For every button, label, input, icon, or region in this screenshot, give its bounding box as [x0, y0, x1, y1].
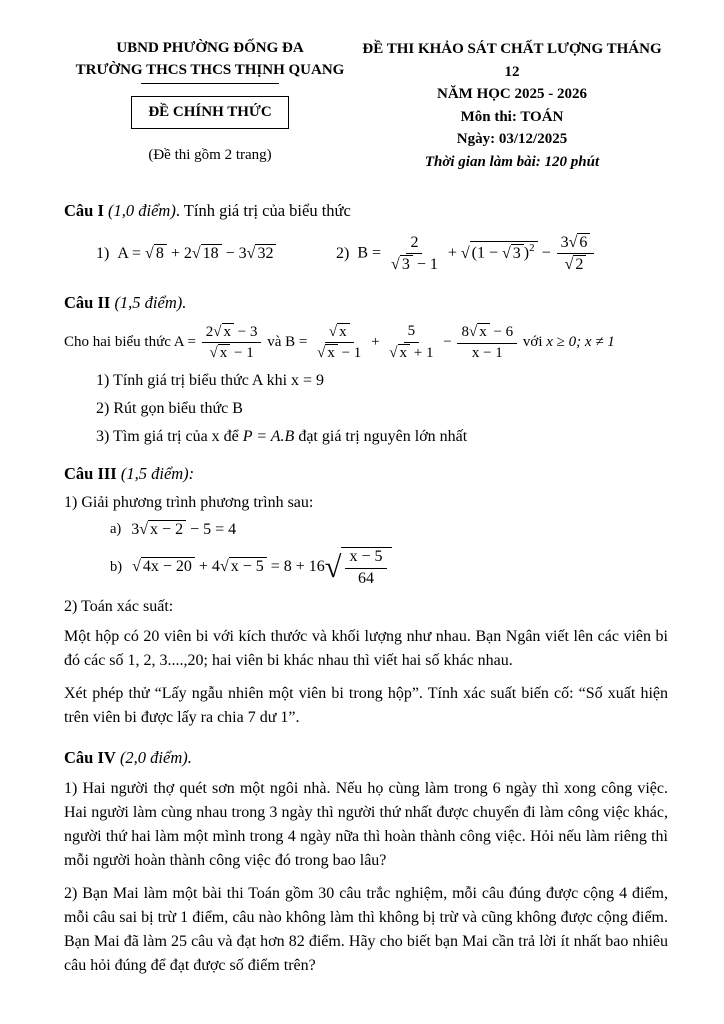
- question-1-items: [96, 233, 668, 275]
- q2-intro-pre: Cho hai biểu thức: [64, 333, 174, 350]
- subject-label: Môn thi:: [460, 108, 521, 125]
- q1-item-1-label: 1): [96, 244, 110, 262]
- q2-item-1: 1) Tính giá trị biểu thức A khi x = 9: [96, 372, 325, 390]
- school-name: TRƯỜNG THCS THCS THỊNH QUANG: [76, 60, 345, 84]
- question-4-number: Câu IV: [64, 748, 116, 768]
- org-name: UBND PHƯỜNG ĐỐNG ĐA: [116, 40, 304, 56]
- q2-item-3: [96, 428, 668, 446]
- formula-q1-b: B = 2 √ 3 − 1 + √ (1 − √ 3 )$^2$ − 3 √ 6 √ 2: [357, 233, 596, 275]
- exam-date: Ngày: 03/12/2025: [456, 131, 568, 147]
- q3-sub-1: 1) Giải phương trình phương trình sau:: [64, 494, 314, 512]
- formula-q2-b: B = √ x √ x − 1 + 5 √ x + 1 − 8 √ x − 6 x − 1: [285, 334, 519, 350]
- subject-line: [356, 106, 668, 129]
- q3-item-b: [110, 547, 668, 588]
- exam-title: ĐỀ THI KHẢO SÁT CHẤT LƯỢNG THÁNG 12: [362, 41, 662, 80]
- q1-item-1: [96, 244, 336, 263]
- question-3-heading: [64, 464, 668, 484]
- q4-paragraph-1: 1) Hai người thợ quét sơn một ngôi nhà. Nếu họ cùng làm trong 6 ngày thì xong công việc. Hai người làm cùng nhau trong 3 ngày thì người thứ nhất được chuyển đi làm công việc khác, người thứ hai làm một mình trong 4 ngày nữa thì hoàn thành công việc. Hỏi nếu làm riêng thì mỗi người hoàn thành công việc đó trong bao lâu?: [64, 780, 668, 870]
- q2-intro-mid: và: [263, 333, 286, 350]
- question-1-heading: [64, 201, 668, 221]
- header-right: [356, 38, 668, 173]
- q3-paragraph-1: Một hộp có 20 viên bi với kích thước và khối lượng như nhau. Bạn Ngân viết lên các viên bi đó các số 1, 2, 3....,20; hai viên bi khác nhau thì viết hai số khác nhau.: [64, 628, 668, 670]
- header-left: [64, 38, 356, 173]
- q3-paragraph-2: Xét phép thử “Lấy ngẫu nhiên một viên bi trong hộp”. Tính xác suất biến cố: “Số xuất hiện trên viên bi được lấy ra chia 7 dư 1”.: [64, 685, 668, 727]
- formula-q1-a: A = √ 8 + 2 √ 18 − 3 √ 32: [117, 244, 276, 263]
- q1-item-2: [336, 233, 596, 275]
- header: [64, 38, 668, 173]
- q2-item-3-pre: 3) Tìm giá trị của x để: [96, 428, 243, 446]
- question-3-points: (1,5 điểm):: [116, 464, 195, 484]
- question-2-heading: [64, 293, 668, 313]
- q3-item-a-label: a): [110, 521, 122, 538]
- question-3-number: Câu III: [64, 464, 117, 484]
- q3-item-b-label: b): [110, 559, 123, 576]
- q2-item-3-post: đạt giá trị nguyên lớn nhất: [294, 428, 468, 446]
- question-2-number: Câu II: [64, 292, 111, 312]
- q4-paragraph-2: 2) Bạn Mai làm một bài thi Toán gồm 30 câu trắc nghiệm, mỗi câu đúng được cộng 4 điểm, mỗi câu sai bị trừ 1 điểm, câu nào không làm thì không bị trừ và cũng không được cộng điểm. Bạn Mai đã làm 25 câu và đạt hơn 82 điểm. Hãy cho biết bạn Mai cần trả lời ít nhất bao nhiêu câu hỏi đúng để đạt được số điểm trên?: [64, 885, 668, 975]
- q2-item-2: 2) Rút gọn biểu thức B: [96, 400, 243, 418]
- question-2-points: (1,5 điểm).: [110, 292, 187, 312]
- exam-duration: Thời gian làm bài: 120 phút: [424, 153, 600, 170]
- question-1-text: . Tính giá trị của biểu thức: [175, 201, 351, 220]
- school-year: NĂM HỌC 2025 - 2026: [437, 86, 587, 102]
- formula-q2-a: A = 2 √ x − 3 √ x − 1: [174, 334, 264, 350]
- q2-condition: x ≥ 0; x ≠ 1: [546, 333, 615, 350]
- q3-item-a: [110, 520, 668, 539]
- exam-body: [64, 201, 668, 978]
- question-4-points: (2,0 điểm).: [115, 748, 192, 768]
- q1-item-2-label: 2): [336, 244, 350, 262]
- question-2-intro: [64, 323, 668, 363]
- q2-item-3-formula: P = A.B: [242, 428, 295, 446]
- question-1-points: (1,0 điểm): [103, 201, 176, 220]
- formula-q3-a: 3 √ x − 2 − 5 = 4: [131, 521, 237, 539]
- formula-q3-b: √ 4x − 20 + 4 √ x − 5 = 8 + 16 √ $\frac{x - 5}{64}$: [132, 547, 391, 588]
- official-exam-box: ĐỀ CHÍNH THỨC: [131, 96, 288, 130]
- subject-value: TOÁN: [520, 108, 564, 125]
- question-1-number: Câu I: [64, 201, 104, 220]
- q3-sub-2: 2) Toán xác suất:: [64, 598, 174, 616]
- q2-intro-post: với: [519, 333, 547, 350]
- page-count-note: (Đề thi gồm 2 trang): [148, 147, 272, 164]
- question-4-heading: [64, 748, 668, 768]
